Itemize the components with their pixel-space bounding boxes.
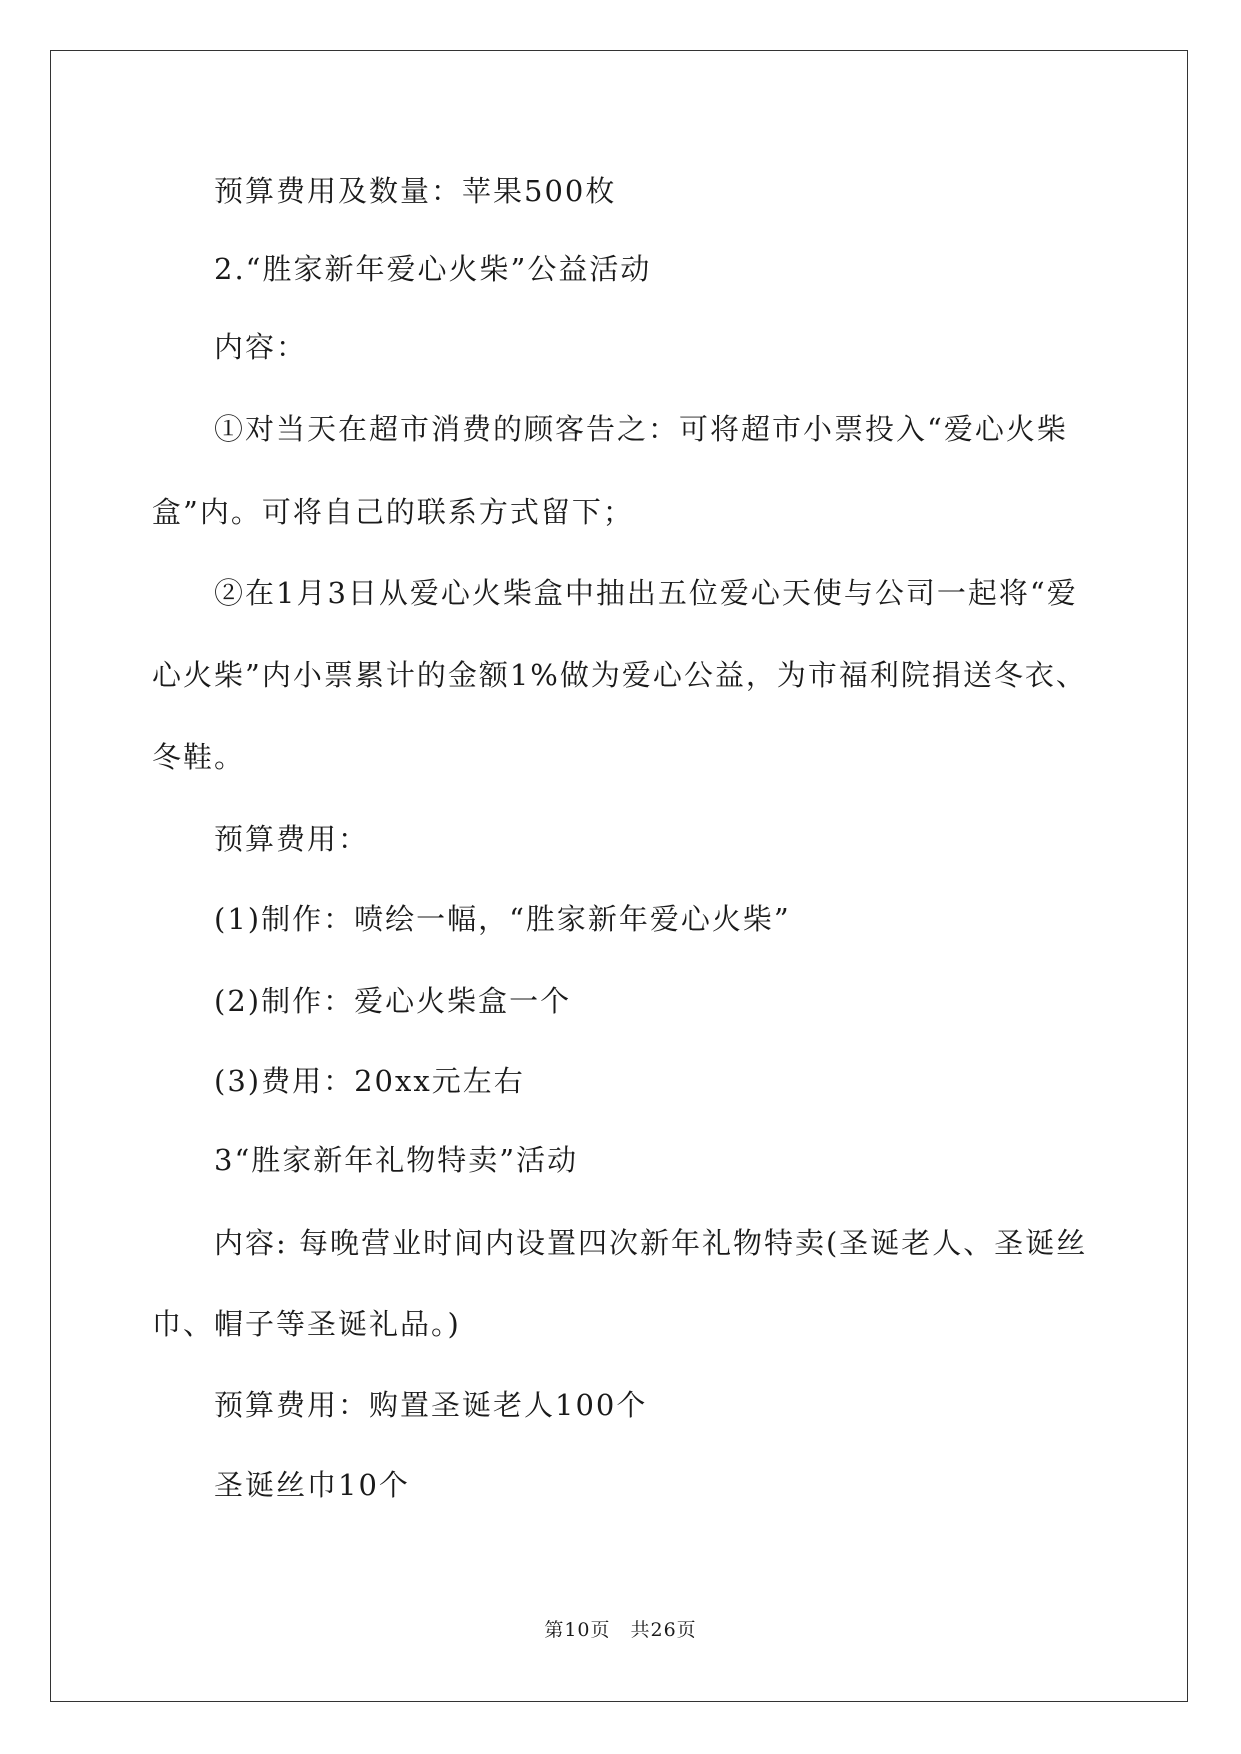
- text-line: ①对当天在超市消费的顾客告之：可将超市小票投入“爱心火柴: [214, 412, 1068, 446]
- text-line: 内容：: [214, 330, 308, 364]
- text-line: (2)制作：爱心火柴盒一个: [214, 984, 572, 1018]
- text-line: 盒”内。可将自己的联系方式留下；: [152, 495, 634, 529]
- text-line: (3)费用：20xx元左右: [214, 1064, 525, 1098]
- text-line: 2.“胜家新年爱心火柴”公益活动: [214, 252, 652, 286]
- text-line: 冬鞋。: [152, 740, 246, 774]
- text-line: 圣诞丝巾10个: [214, 1468, 410, 1502]
- text-line: (1)制作：喷绘一幅，“胜家新年爱心火柴”: [214, 902, 791, 936]
- page-footer: 第10页 共26页: [544, 1619, 697, 1641]
- text-line: 3“胜家新年礼物特卖”活动: [214, 1143, 579, 1177]
- text-line: 预算费用及数量：苹果500枚: [214, 174, 617, 208]
- text-line: ②在1月3日从爱心火柴盒中抽出五位爱心天使与公司一起将“爱: [214, 576, 1078, 610]
- page-frame: [50, 50, 1188, 1702]
- text-line: 预算费用：: [214, 822, 370, 856]
- text-line: 预算费用：购置圣诞老人100个: [214, 1388, 648, 1422]
- text-line: 巾、帽子等圣诞礼品。): [152, 1307, 461, 1341]
- text-line: 心火柴”内小票累计的金额1%做为爱心公益，为市福利院捐送冬衣、: [152, 658, 1087, 692]
- text-line: 内容: 每晚营业时间内设置四次新年礼物特卖(圣诞老人、圣诞丝: [214, 1226, 1088, 1260]
